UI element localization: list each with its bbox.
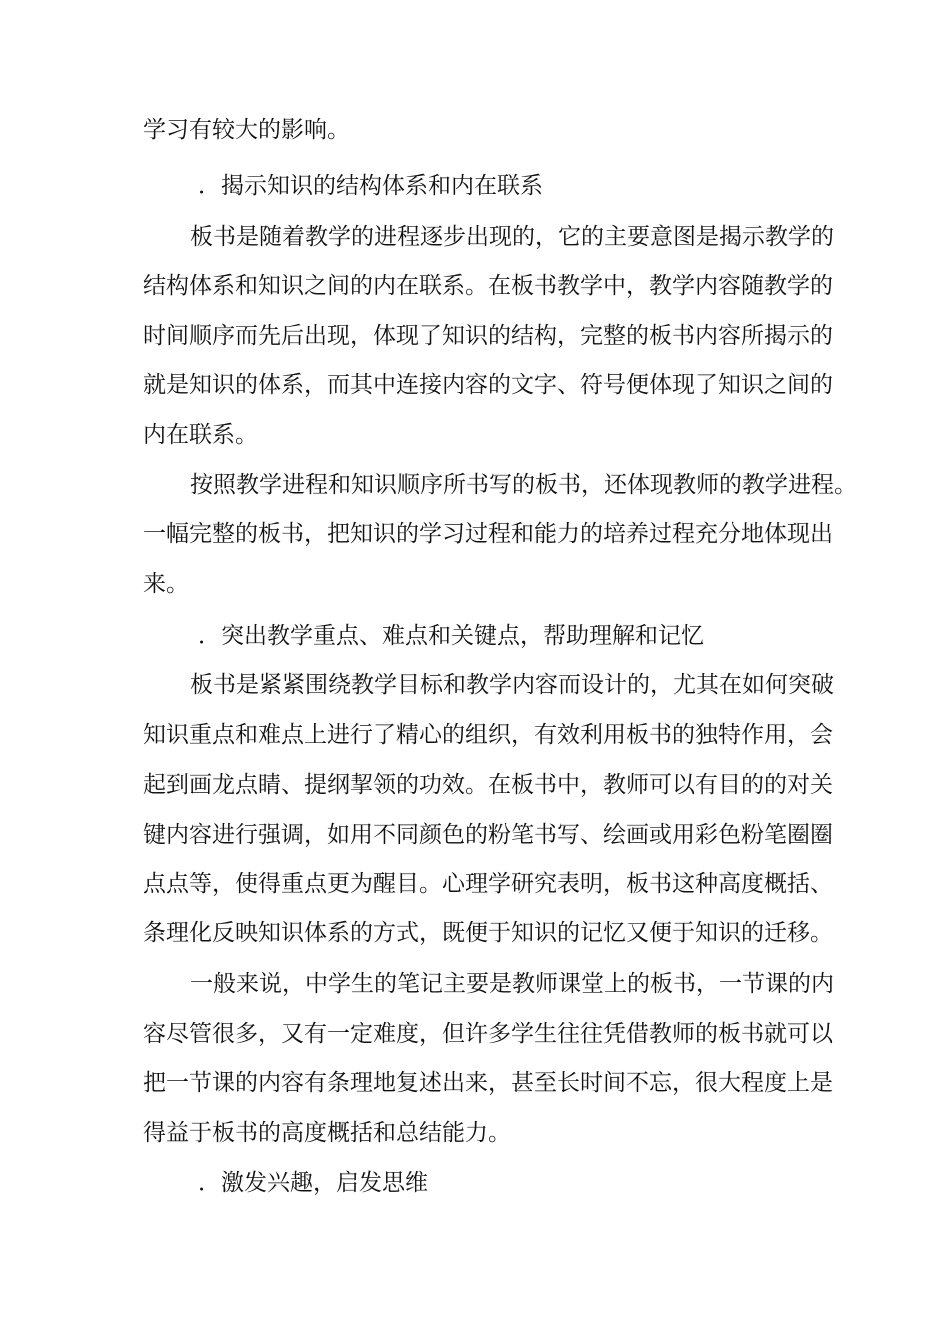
paragraph-line: 把一节课的内容有条理地复述出来，甚至长时间不忘，很大程度上是 bbox=[143, 1070, 833, 1096]
section-heading: ．揭示知识的结构体系和内在联系 bbox=[198, 173, 543, 199]
paragraph-line: 得益于板书的高度概括和总结能力。 bbox=[143, 1120, 511, 1146]
paragraph-line: 板书是紧紧围绕教学目标和教学内容而设计的，尤其在如何突破 bbox=[190, 672, 834, 698]
paragraph-line: 内在联系。 bbox=[143, 422, 258, 448]
paragraph-line: 条理化反映知识体系的方式，既便于知识的记忆又便于知识的迁移。 bbox=[143, 920, 833, 946]
paragraph-line: 结构体系和知识之间的内在联系。在板书教学中，教学内容随教学的 bbox=[143, 273, 833, 299]
paragraph-line: 一幅完整的板书，把知识的学习过程和能力的培养过程充分地体现出 bbox=[143, 521, 833, 547]
section-heading: ．激发兴趣，启发思维 bbox=[198, 1170, 428, 1196]
section-heading: ．突出教学重点、难点和关键点，帮助理解和记忆 bbox=[198, 623, 704, 649]
paragraph-line: 知识重点和难点上进行了精心的组织，有效利用板书的独特作用，会 bbox=[143, 722, 833, 748]
paragraph-line: 一般来说，中学生的笔记主要是教师课堂上的板书，一节课的内 bbox=[190, 971, 834, 997]
paragraph-line: 键内容进行强调，如用不同颜色的粉笔书写、绘画或用彩色粉笔圈圈 bbox=[143, 822, 833, 848]
paragraph-line: 板书是随着教学的进程逐步出现的，它的主要意图是揭示教学的 bbox=[190, 224, 834, 250]
paragraph-line: 学习有较大的影响。 bbox=[143, 117, 350, 143]
paragraph-line: 起到画龙点睛、提纲挈领的功效。在板书中，教师可以有目的的对关 bbox=[143, 772, 833, 798]
paragraph-line: 来。 bbox=[143, 571, 189, 597]
paragraph-line: 就是知识的体系，而其中连接内容的文字、符号便体现了知识之间的 bbox=[143, 372, 833, 398]
paragraph-line: 时间顺序而先后出现，体现了知识的结构，完整的板书内容所揭示的 bbox=[143, 323, 833, 349]
paragraph-line: 容尽管很多，又有一定难度，但许多学生往往凭借教师的板书就可以 bbox=[143, 1021, 833, 1047]
paragraph-line: 点点等，使得重点更为醒目。心理学研究表明，板书这种高度概括、 bbox=[143, 871, 833, 897]
paragraph-line: 按照教学进程和知识顺序所书写的板书，还体现教师的教学进程。 bbox=[190, 472, 857, 498]
